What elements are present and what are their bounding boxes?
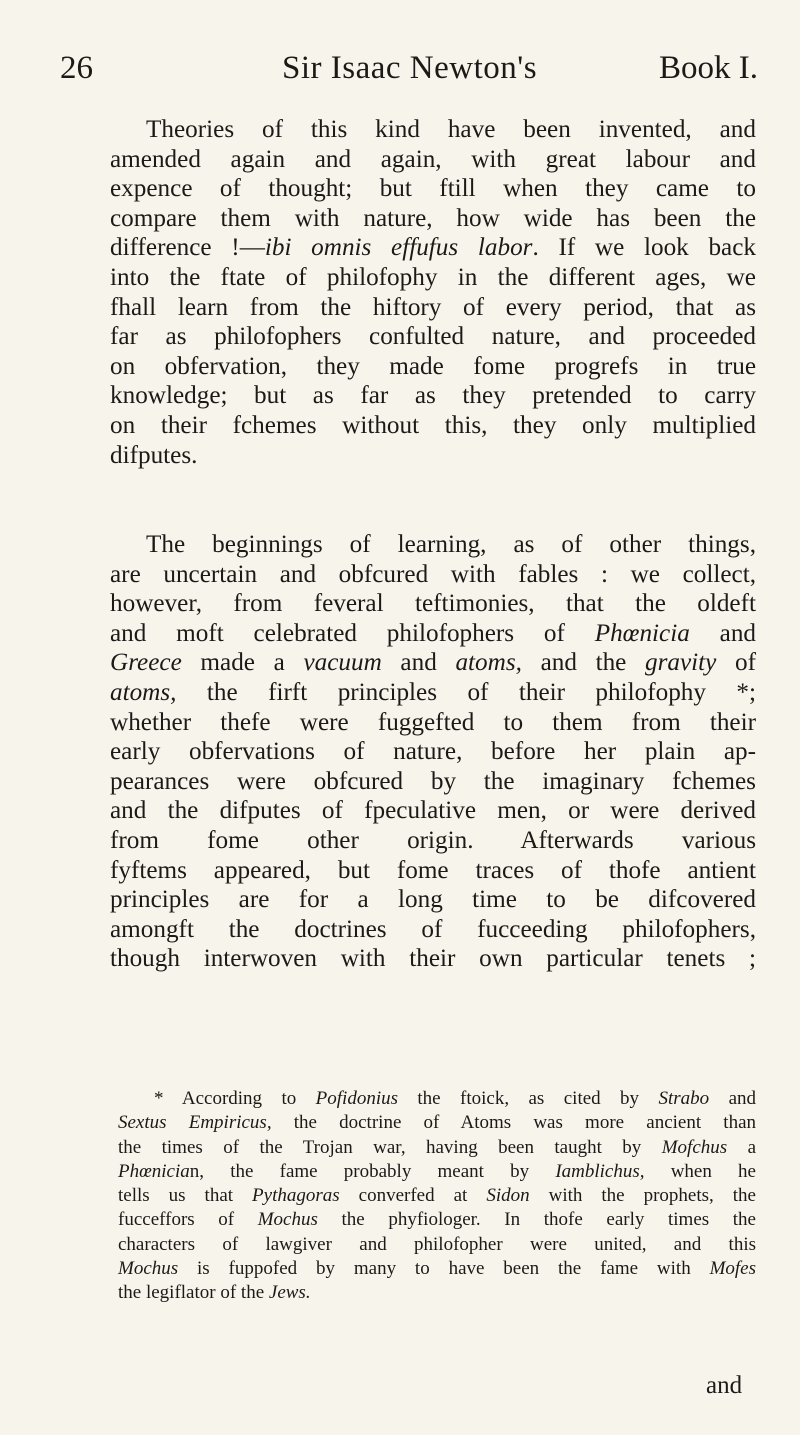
text-line: principles are for a long time to be difcovered: [110, 886, 756, 914]
text-line: amended again and again, with great labour and: [110, 145, 756, 173]
footnote-line: characters of lawgiver and philofopher were united, and this: [118, 1233, 756, 1255]
paragraph-2: [110, 530, 756, 974]
footnote-line: Sextus Empiricus, the doctrine of Atoms was more ancient than: [118, 1112, 756, 1134]
text-line: fhall learn from the hiftory of every period, that as: [110, 293, 756, 321]
footnote-line: tells us that Pythagoras converfed at Sidon with the prophets, the: [118, 1185, 756, 1207]
footnote: [118, 1087, 756, 1306]
text-line: difputes.: [110, 441, 198, 469]
text-line: amongft the doctrines of fucceeding philofophers,: [110, 915, 756, 943]
text-line: from fome other origin. Afterwards various: [110, 826, 756, 854]
footnote-line: fucceffors of Mochus the phyfiologer. In thofe early times the: [118, 1209, 756, 1231]
footnote-line: the legiflator of the Jews.: [118, 1282, 311, 1304]
text-line: early obfervations of nature, before her plain ap-: [110, 738, 756, 766]
footnote-line: the times of the Trojan war, having been taught by Mofchus a: [118, 1136, 757, 1158]
running-head: [60, 44, 760, 92]
text-line: fyftems appeared, but fome traces of thofe antient: [110, 856, 756, 884]
text-line: pearances were obfcured by the imaginary fchemes: [110, 767, 756, 795]
page-number: 26: [60, 50, 93, 86]
paragraph-1: [110, 115, 756, 470]
text-line: knowledge; but as far as they pretended to carry: [110, 382, 756, 410]
text-line: on obfervation, they made fome progrefs in true: [110, 352, 756, 380]
footnote-line: Mochus is fuppofed by many to have been the fame with Mofes: [118, 1258, 756, 1280]
text-line: The beginnings of learning, as of other things,: [146, 531, 756, 558]
footnote-line: Phœnician, the fame probably meant by Iamblichus, when he: [118, 1160, 756, 1182]
text-line: Theories of this kind have been invented, and: [146, 116, 756, 143]
text-line: Greece made a vacuum and atoms, and the gravity of: [110, 649, 756, 677]
text-line: are uncertain and obfcured with fables : we collect,: [110, 560, 756, 588]
book-label: Book I.: [659, 50, 758, 86]
text-line: and the difputes of fpeculative men, or were derived: [110, 797, 756, 825]
text-line: atoms, the firft principles of their philofophy *;: [110, 678, 756, 706]
footnote-line: * According to Pofidonius the ftoick, as cited by Strabo and: [154, 1088, 756, 1109]
text-line: however, from feveral teftimonies, that the oldeft: [110, 590, 756, 618]
text-line: though interwoven with their own particular tenets ;: [110, 945, 756, 973]
text-line: and moft celebrated philofophers of Phœnicia and: [110, 619, 757, 647]
text-line: on their fchemes without this, they only multiplied: [110, 411, 756, 439]
text-line: compare them with nature, how wide has been the: [110, 204, 756, 232]
text-line: difference !—ibi omnis effufus labor. If we look back: [110, 234, 757, 262]
text-line: far as philofophers confulted nature, and proceeded: [110, 323, 756, 351]
catchword: and: [706, 1372, 743, 1399]
text-line: expence of thought; but ftill when they came to: [110, 175, 756, 203]
running-title: Sir Isaac Newton's: [282, 50, 538, 86]
text-line: into the ftate of philofophy in the different ages, we: [110, 263, 756, 291]
text-line: whether thefe were fuggefted to them from their: [110, 708, 756, 736]
